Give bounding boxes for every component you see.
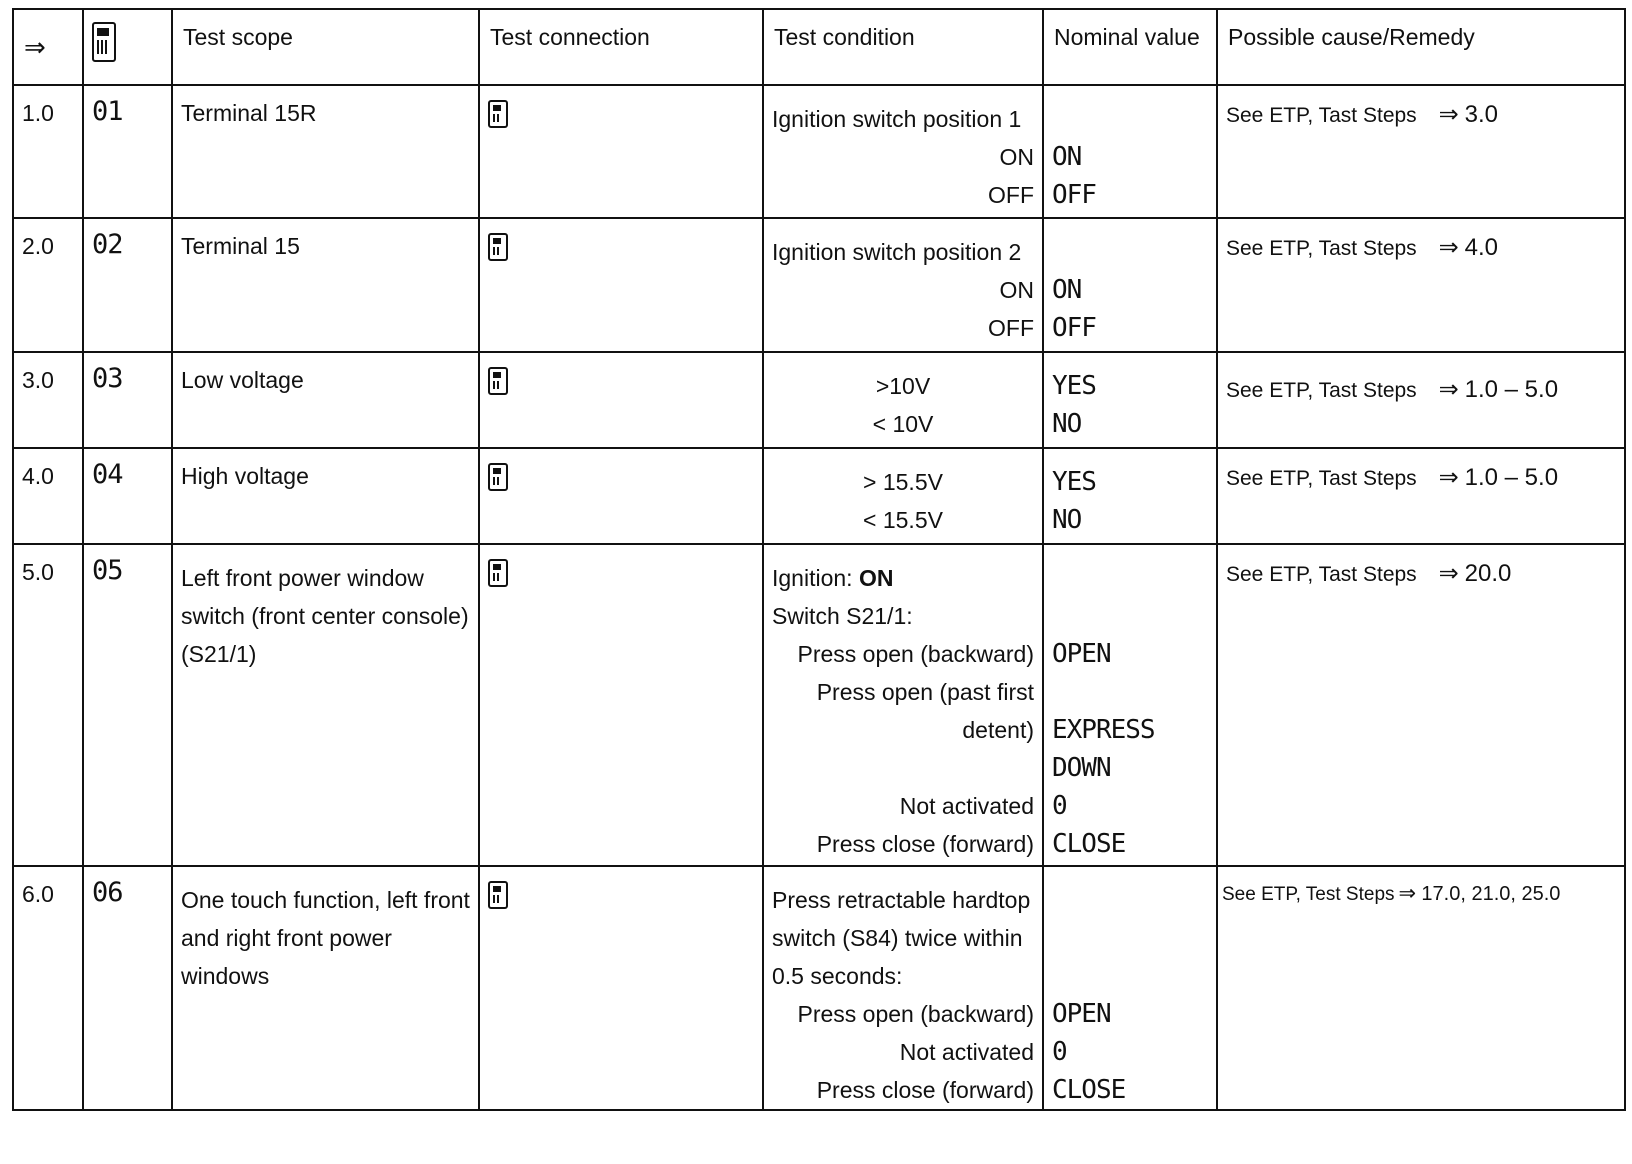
nominal-value: OPEN 0 CLOSE (1043, 866, 1217, 1110)
tester-icon (488, 100, 508, 128)
table-row (13, 352, 1625, 448)
table-row (13, 544, 1625, 866)
test-condition: Ignition: ON Switch S21/1: Press open (backward) Press open (past first detent) Not activated Press close (forward) (763, 544, 1043, 866)
test-scope: Terminal 15 (172, 218, 479, 352)
possible-cause-remedy: See ETP, Tast Steps ⇒ 1.0 – 5.0 (1217, 448, 1625, 544)
possible-cause-remedy: See ETP, Tast Steps ⇒ 20.0 (1217, 544, 1625, 866)
header-step: ⇒ (13, 9, 83, 85)
test-condition: Ignition switch position 2 ON OFF (763, 218, 1043, 352)
header-test-scope: Test scope (172, 9, 479, 85)
step-number: 1.0 (13, 85, 83, 218)
header-nominal-value: Nominal value (1043, 9, 1217, 85)
tester-icon (92, 22, 116, 62)
display-code: 03 (83, 352, 172, 448)
possible-cause-remedy: See ETP, Tast Steps ⇒ 3.0 (1217, 85, 1625, 218)
test-scope: One touch function, left front and right front power windows (172, 866, 479, 1110)
display-code: 04 (83, 448, 172, 544)
header-test-connection: Test connection (479, 9, 763, 85)
table-row (13, 448, 1625, 544)
test-connection (479, 352, 763, 448)
test-connection (479, 544, 763, 866)
test-condition: >10V < 10V (763, 352, 1043, 448)
possible-cause-remedy: See ETP, Tast Steps ⇒ 4.0 (1217, 218, 1625, 352)
table-row (13, 85, 1625, 218)
test-steps-table (12, 8, 1626, 1111)
table-row (13, 866, 1625, 1110)
table-row (13, 218, 1625, 352)
test-condition: Ignition switch position 1 ON OFF (763, 85, 1043, 218)
test-connection (479, 85, 763, 218)
table-header-row (13, 9, 1625, 85)
display-code: 06 (83, 866, 172, 1110)
step-number: 5.0 (13, 544, 83, 866)
step-number: 6.0 (13, 866, 83, 1110)
nominal-value: ON OFF (1043, 85, 1217, 218)
possible-cause-remedy: See ETP, Tast Steps ⇒ 1.0 – 5.0 (1217, 352, 1625, 448)
tester-icon (488, 367, 508, 395)
nominal-value: YES NO (1043, 352, 1217, 448)
test-condition: > 15.5V < 15.5V (763, 448, 1043, 544)
nominal-value: ON OFF (1043, 218, 1217, 352)
tester-icon (488, 559, 508, 587)
test-steps-table-sheet (12, 8, 1624, 1156)
possible-cause-remedy: See ETP, Test Steps ⇒ 17.0, 21.0, 25.0 (1217, 866, 1625, 1110)
test-scope: Low voltage (172, 352, 479, 448)
test-connection (479, 448, 763, 544)
step-number: 2.0 (13, 218, 83, 352)
test-condition: Press retractable hardtop switch (S84) twice within 0.5 seconds: Press open (backward) Not activated Press close (forward) (763, 866, 1043, 1110)
display-code: 01 (83, 85, 172, 218)
test-scope: High voltage (172, 448, 479, 544)
nominal-value: OPEN EXPRESS DOWN 0 CLOSE (1043, 544, 1217, 866)
step-number: 3.0 (13, 352, 83, 448)
test-connection (479, 218, 763, 352)
tester-icon (488, 233, 508, 261)
test-scope: Terminal 15R (172, 85, 479, 218)
test-connection (479, 866, 763, 1110)
display-code: 02 (83, 218, 172, 352)
tester-icon (488, 881, 508, 909)
header-test-condition: Test condition (763, 9, 1043, 85)
test-scope: Left front power window switch (front center console) (S21/1) (172, 544, 479, 866)
header-possible-cause: Possible cause/Remedy (1217, 9, 1625, 85)
display-code: 05 (83, 544, 172, 866)
tester-icon (488, 463, 508, 491)
header-tester (83, 9, 172, 85)
step-number: 4.0 (13, 448, 83, 544)
nominal-value: YES NO (1043, 448, 1217, 544)
